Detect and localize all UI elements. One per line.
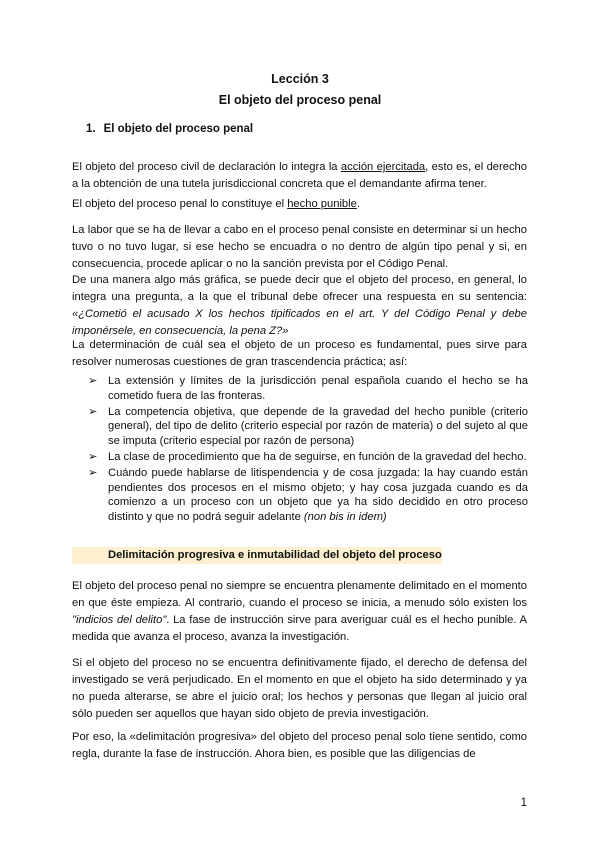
paragraph-1 [72,159,527,193]
paragraph-8: Por eso, la «delimitación progresiva» del objeto del proceso penal solo tiene sentido, como regla, durante la fase de instrucción. Ahora bien, es posible que las diligencias de [72,731,527,760]
paragraph-1-text-b: , esto es, el derecho a la obtención de una tutela jurisdiccional concreta que el demandante afirma tener. [72,161,527,190]
list-item-text: La clase de procedimiento que ha de seguirse, en función de la gravedad del hecho. [108,450,527,463]
paragraph-2 [72,196,527,213]
consequences-list [88,374,528,526]
section-1-title: El objeto del proceso penal [103,123,254,135]
section-1-heading [86,123,253,135]
section-2-heading: Delimitación progresiva e inmutabilidad del objeto del proceso [72,547,442,564]
document-title: El objeto del proceso penal [218,93,382,107]
list-item [88,405,528,449]
hecho-punible-term: hecho punible [287,198,357,210]
accion-ejercitada-term: acción ejercitada [340,161,426,173]
paragraph-6 [72,578,527,646]
non-bis-in-idem-term: (non bis in idem) [303,510,387,523]
arrow-bullet-icon: ➢ [88,375,98,387]
paragraph-4 [72,272,527,340]
list-item-text: Cuándo puede hablarse de litispendencia y de cosa juzgada: la hay cuando están pendientes dos procesos en el mismo objeto; y hay cosa juzgada cuando es da comienzo a un proceso con un objeto que ya ha sido decidido en otro proceso distinto y que no podrá seguir adelante [108,467,528,523]
list-item [88,450,528,465]
list-item-text: La extensión y límites de la jurisdicción penal española cuando el hecho se ha cometido fuera de las fronteras. [108,375,528,402]
page-number: 1 [520,797,527,809]
paragraph-7: Si el objeto del proceso no se encuentra definitivamente fijado, el derecho de defensa del investigado se verá perjudicado. En el momento en que el objeto ha sido determinado y ya no pueda alterarse, se abre el juicio oral; los hechos y personas que llegan al juicio oral sólo pueden ser aquellos que hayan sido objeto de previa investigación. [72,657,527,720]
arrow-bullet-icon: ➢ [88,405,98,418]
paragraph-3: La labor que se ha de llevar a cabo en el proceso penal consiste en determinar si un hecho tuvo o no tuvo lugar, si ese hecho se encuadra o no dentro de algún tipo penal y si, en consecuencia, procede aplicar o no la sanción prevista por el Código Penal. [72,224,527,270]
list-item [88,374,528,403]
arrow-bullet-icon: ➢ [88,467,98,480]
section-1-number: 1. [86,123,96,135]
paragraph-1-text-a: El objeto del proceso civil de declaración lo integra la [72,161,341,173]
list-item [88,466,528,524]
paragraph-2-text-b: . [356,198,360,210]
list-item-text: La competencia objetiva, que depende de la gravedad del hecho punible (criterio general), del tipo de delito (criterio especial por razón de materia) o del sujeto al que se imputa (criterio especial por razón de persona) [108,405,528,447]
lesson-heading: Lección 3 [271,72,329,86]
paragraph-2-text-a: El objeto del proceso penal lo constituye el [72,198,288,210]
indicios-del-delito-term: "indicios del delito" [72,614,167,626]
paragraph-4-quote: «¿Cometió el acusado X los hechos tipificados en el art. Y del Código Penal y debe imponérsele, en consecuencia, la pena Z?» [72,308,527,337]
arrow-bullet-icon: ➢ [88,450,98,463]
paragraph-5: La determinación de cuál sea el objeto de un proceso es fundamental, pues sirve para resolver numerosas cuestiones de gran trascendencia práctica; así: [72,339,527,368]
paragraph-6-text-b: . La fase de instrucción sirve para averiguar cuál es el hecho punible. A medida que avanza el proceso, avanza la investigación. [72,614,527,643]
paragraph-6-text-a: El objeto del proceso penal no siempre se encuentra plenamente delimitado en el momento en que éste empieza. Al contrario, cuando el proceso se inicia, a menudo sólo existen los [72,580,527,609]
paragraph-4-text: De una manera algo más gráfica, se puede decir que el objeto del proceso, en general, lo integra una pregunta, a la que el tribunal debe ofrecer una respuesta en su sentencia: [72,274,527,303]
